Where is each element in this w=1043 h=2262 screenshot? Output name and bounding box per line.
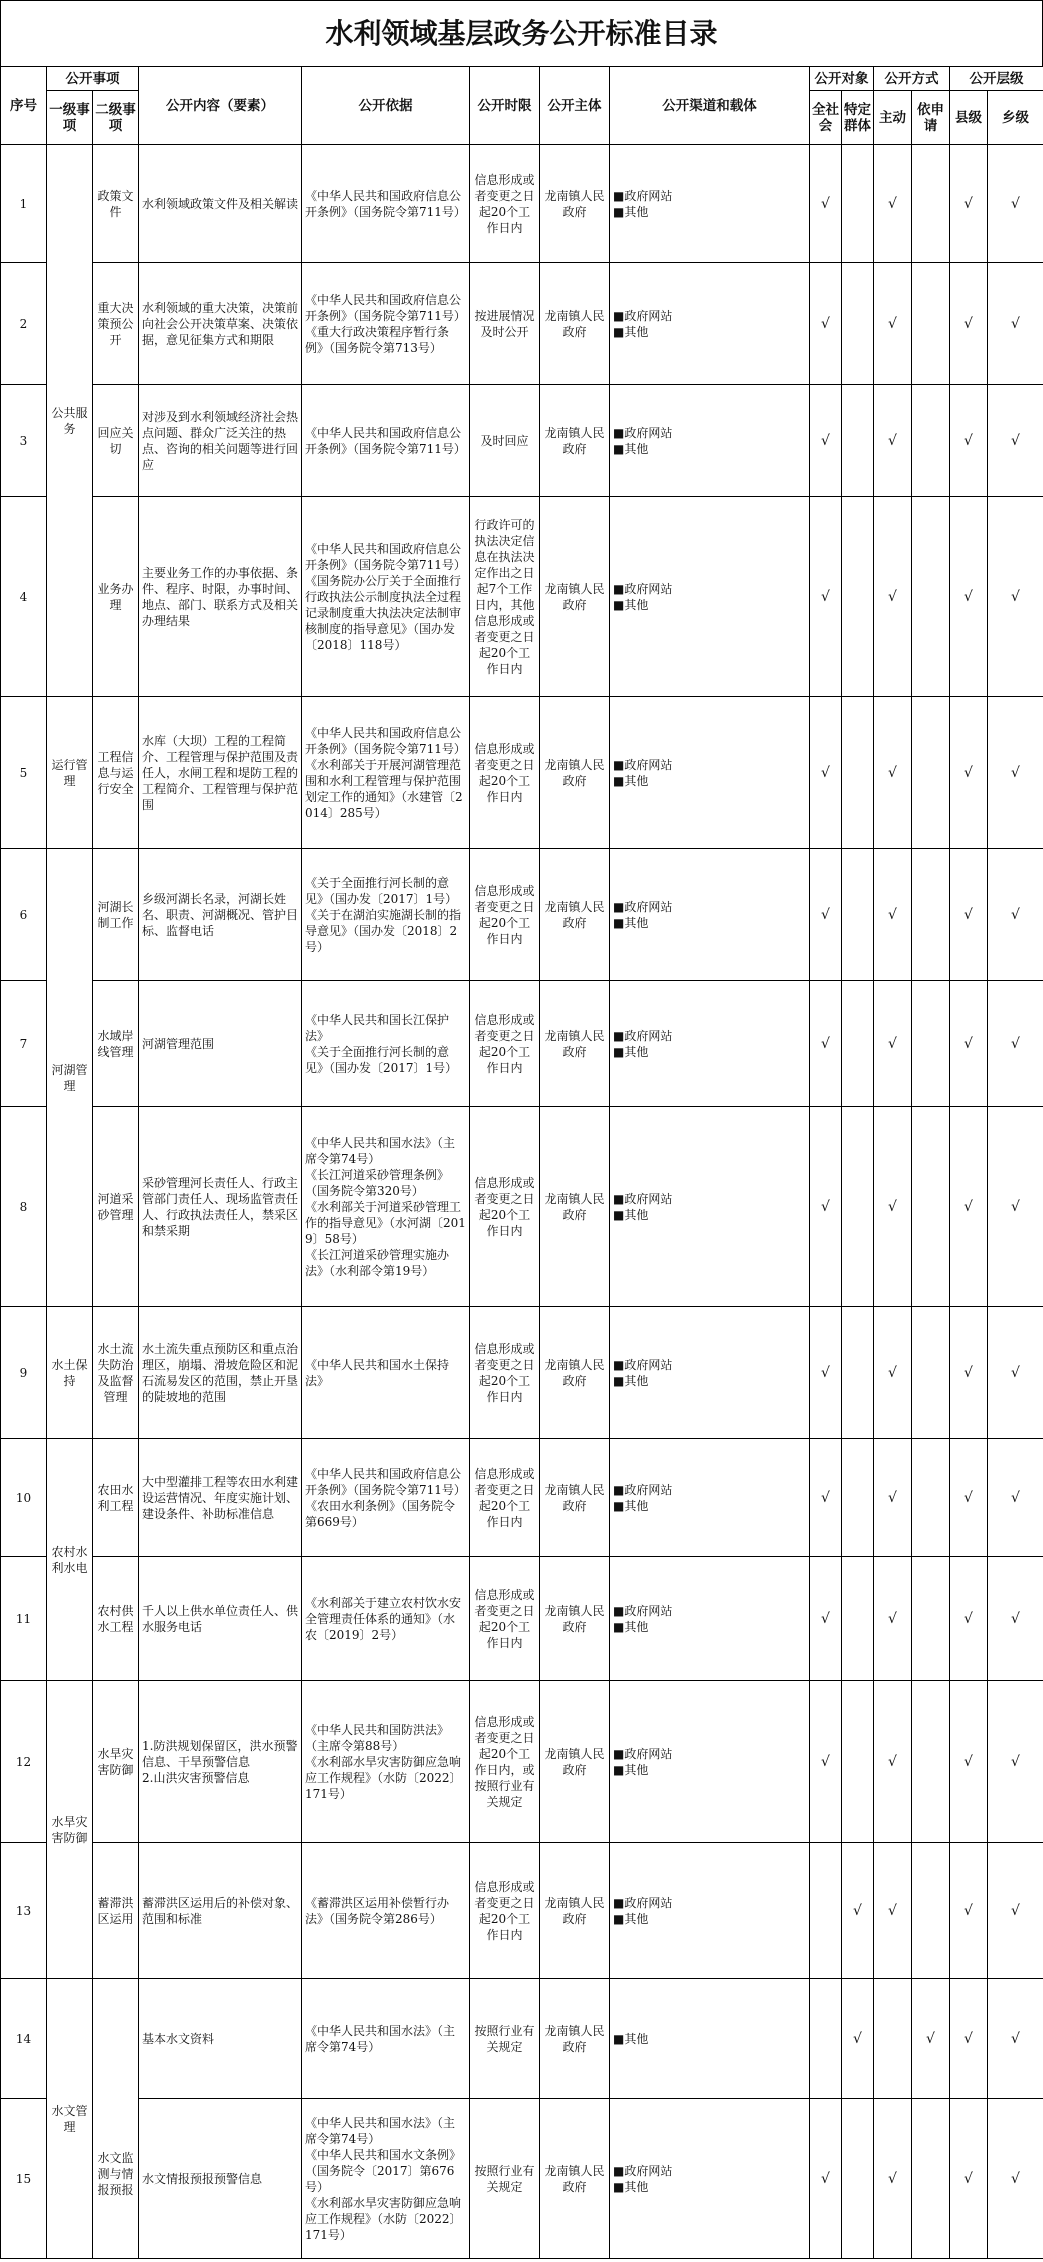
- content-cell: 采砂管理河长责任人、行政主管部门责任人、现场监管责任人、行政执法责任人，禁采区和禁采期: [139, 1107, 302, 1307]
- check-special: [842, 1107, 874, 1307]
- check-request: [912, 849, 950, 981]
- check-request: [912, 981, 950, 1107]
- page-title: 水利领域基层政务公开标准目录: [0, 0, 1043, 66]
- check-town: √: [988, 849, 1043, 981]
- check-all: √: [810, 1307, 842, 1439]
- check-request: [912, 697, 950, 849]
- subject-cell: 龙南镇人民政府: [540, 1557, 610, 1681]
- level1-item: 水文管理: [47, 1979, 93, 2259]
- row-number: 1: [1, 145, 47, 263]
- check-county: √: [950, 263, 988, 385]
- content-cell: 水利领域的重大决策，决策前向社会公开决策草案、决策依据，意见征集方式和期限: [139, 263, 302, 385]
- level2-item: 回应关切: [93, 385, 139, 497]
- channel-item: ■其他: [613, 1373, 649, 1388]
- level1-item: 河湖管理: [47, 849, 93, 1307]
- check-county: √: [950, 1439, 988, 1557]
- subject-cell: 龙南镇人民政府: [540, 1681, 610, 1843]
- check-all: √: [810, 263, 842, 385]
- level2-item: 工程信息与运行安全: [93, 697, 139, 849]
- channel-item: ■其他: [613, 773, 649, 788]
- channel-cell: [610, 1979, 810, 2099]
- time-cell: 信息形成或者变更之日起20个工作日内: [470, 849, 540, 981]
- row-number: 15: [1, 2099, 47, 2259]
- channel-cell: [610, 1557, 810, 1681]
- check-special: √: [842, 1843, 874, 1979]
- row-number: 10: [1, 1439, 47, 1557]
- check-town: √: [988, 263, 1043, 385]
- level2-item: 河湖长制工作: [93, 849, 139, 981]
- subject-cell: 龙南镇人民政府: [540, 1843, 610, 1979]
- table-row: [1, 1681, 1043, 1843]
- channel-item: ■其他: [613, 1044, 649, 1059]
- content-cell: 水库（大坝）工程的工程简介、工程管理与保护范围及责任人，水闸工程和堤防工程的工程简介、工程管理与保护范围: [139, 697, 302, 849]
- check-special: [842, 1557, 874, 1681]
- channel-item: ■其他: [613, 1498, 649, 1513]
- check-active: √: [874, 1307, 912, 1439]
- check-county: √: [950, 981, 988, 1107]
- check-all: √: [810, 1107, 842, 1307]
- row-number: 8: [1, 1107, 47, 1307]
- level2-item: 水土流失防治及监督管理: [93, 1307, 139, 1439]
- time-cell: 信息形成或者变更之日起20个工作日内: [470, 1557, 540, 1681]
- time-cell: 行政许可的执法决定信息在执法决定作出之日起7个工作日内，其他信息形成或者变更之日起20个工作日内: [470, 497, 540, 697]
- check-request: [912, 1843, 950, 1979]
- check-special: [842, 697, 874, 849]
- content-cell: 水利领域政策文件及相关解读: [139, 145, 302, 263]
- check-town: √: [988, 981, 1043, 1107]
- basis-cell: 《中华人民共和国政府信息公开条例》（国务院令第711号）: [302, 385, 470, 497]
- check-active: √: [874, 1107, 912, 1307]
- time-cell: 信息形成或者变更之日起20个工作日内: [470, 697, 540, 849]
- subject-cell: 龙南镇人民政府: [540, 1107, 610, 1307]
- check-special: [842, 263, 874, 385]
- check-all: √: [810, 1439, 842, 1557]
- level1-item: 农村水利水电: [47, 1439, 93, 1681]
- content-cell: 乡级河湖长名录，河湖长姓名、职责、河湖概况、管护目标、监督电话: [139, 849, 302, 981]
- channel-item: ■政府网站: [613, 1746, 673, 1761]
- level2-item: 重大决策预公开: [93, 263, 139, 385]
- level2-item: 政策文件: [93, 145, 139, 263]
- content-cell: 河湖管理范围: [139, 981, 302, 1107]
- time-cell: 信息形成或者变更之日起20个工作日内: [470, 1843, 540, 1979]
- subject-cell: 龙南镇人民政府: [540, 145, 610, 263]
- header-m-active: 主动: [874, 91, 912, 145]
- row-number: 12: [1, 1681, 47, 1843]
- channel-item: ■政府网站: [613, 899, 673, 914]
- check-town: √: [988, 145, 1043, 263]
- row-number: 9: [1, 1307, 47, 1439]
- row-number: 11: [1, 1557, 47, 1681]
- check-request: [912, 1557, 950, 1681]
- header-time: 公开时限: [470, 67, 540, 145]
- check-request: [912, 263, 950, 385]
- check-request: [912, 2099, 950, 2259]
- table-row: [1, 497, 1043, 697]
- channel-cell: [610, 497, 810, 697]
- table-row: [1, 1843, 1043, 1979]
- check-all: √: [810, 849, 842, 981]
- channel-item: ■其他: [613, 915, 649, 930]
- check-town: √: [988, 1557, 1043, 1681]
- check-all: √: [810, 1681, 842, 1843]
- level1-item: 水土保持: [47, 1307, 93, 1439]
- check-active: √: [874, 263, 912, 385]
- level1-item: 水旱灾害防御: [47, 1681, 93, 1979]
- check-town: √: [988, 1681, 1043, 1843]
- header-content: 公开内容（要素）: [139, 67, 302, 145]
- table-row: [1, 1107, 1043, 1307]
- check-county: √: [950, 1681, 988, 1843]
- header-method: 公开方式: [874, 67, 950, 91]
- check-all: [810, 1979, 842, 2099]
- channel-item: ■其他: [613, 1619, 649, 1634]
- check-town: √: [988, 697, 1043, 849]
- level2-item: 河道采砂管理: [93, 1107, 139, 1307]
- channel-item: ■其他: [613, 441, 649, 456]
- level1-item: 运行管理: [47, 697, 93, 849]
- channel-item: ■政府网站: [613, 1895, 673, 1910]
- basis-cell: 《中华人民共和国防洪法》（主席令第88号） 《水利部水旱灾害防御应急响应工作规程》（水防〔2022〕171号）: [302, 1681, 470, 1843]
- row-number: 5: [1, 697, 47, 849]
- check-county: √: [950, 145, 988, 263]
- channel-cell: [610, 1439, 810, 1557]
- basis-cell: 《中华人民共和国水法》（主席令第74号）: [302, 1979, 470, 2099]
- check-request: [912, 385, 950, 497]
- table-row: [1, 1557, 1043, 1681]
- check-county: √: [950, 385, 988, 497]
- check-town: √: [988, 2099, 1043, 2259]
- row-number: 7: [1, 981, 47, 1107]
- check-county: √: [950, 1307, 988, 1439]
- basis-cell: 《蓄滞洪区运用补偿暂行办法》（国务院令第286号）: [302, 1843, 470, 1979]
- time-cell: 按进展情况及时公开: [470, 263, 540, 385]
- channel-cell: [610, 1681, 810, 1843]
- level2-item: 水域岸线管理: [93, 981, 139, 1107]
- row-number: 4: [1, 497, 47, 697]
- channel-item: ■其他: [613, 2179, 649, 2194]
- check-county: √: [950, 849, 988, 981]
- channel-item: ■政府网站: [613, 1028, 673, 1043]
- channel-item: ■其他: [613, 1762, 649, 1777]
- check-special: √: [842, 1979, 874, 2099]
- basis-cell: 《中华人民共和国政府信息公开条例》（国务院令第711号） 《国务院办公厅关于全面推行行政执法公示制度执法全过程记录制度重大执法决定法制审核制度的指导意见》（国办发〔2018〕118号）: [302, 497, 470, 697]
- check-request: √: [912, 1979, 950, 2099]
- time-cell: 信息形成或者变更之日起20个工作日内: [470, 1107, 540, 1307]
- subject-cell: 龙南镇人民政府: [540, 2099, 610, 2259]
- check-active: √: [874, 385, 912, 497]
- header-seq: 序号: [1, 67, 47, 145]
- time-cell: 按照行业有关规定: [470, 2099, 540, 2259]
- check-active: √: [874, 1681, 912, 1843]
- check-town: √: [988, 1843, 1043, 1979]
- check-all: [810, 1843, 842, 1979]
- table-row: [1, 1979, 1043, 2099]
- check-active: √: [874, 1439, 912, 1557]
- channel-cell: [610, 1107, 810, 1307]
- channel-item: ■政府网站: [613, 2163, 673, 2178]
- channel-item: ■政府网站: [613, 425, 673, 440]
- check-town: √: [988, 1107, 1043, 1307]
- check-active: √: [874, 497, 912, 697]
- level2-item: 水旱灾害防御: [93, 1681, 139, 1843]
- header-lv-town: 乡级: [988, 91, 1043, 145]
- channel-item: ■政府网站: [613, 1603, 673, 1618]
- check-all: √: [810, 697, 842, 849]
- content-cell: 大中型灌排工程等农田水利建设运营情况、年度实施计划、建设条件、补助标准信息: [139, 1439, 302, 1557]
- check-special: [842, 145, 874, 263]
- content-cell: 主要业务工作的办事依据、条件、程序、时限，办事时间、地点、部门、联系方式及相关办理结果: [139, 497, 302, 697]
- level2-item: 水文监测与情报预报: [93, 1979, 139, 2259]
- channel-item: ■政府网站: [613, 757, 673, 772]
- check-county: √: [950, 1557, 988, 1681]
- basis-cell: 《中华人民共和国政府信息公开条例》（国务院令第711号） 《农田水利条例》（国务院令第669号）: [302, 1439, 470, 1557]
- basis-cell: 《中华人民共和国政府信息公开条例》（国务院令第711号） 《重大行政决策程序暂行条例》（国务院令第713号）: [302, 263, 470, 385]
- level2-item: 农田水利工程: [93, 1439, 139, 1557]
- channel-item: ■政府网站: [613, 1482, 673, 1497]
- channel-cell: [610, 2099, 810, 2259]
- check-county: √: [950, 1979, 988, 2099]
- check-request: [912, 1681, 950, 1843]
- channel-item: ■其他: [613, 324, 649, 339]
- check-active: √: [874, 1557, 912, 1681]
- check-active: √: [874, 145, 912, 263]
- channel-item: ■其他: [613, 1911, 649, 1926]
- subject-cell: 龙南镇人民政府: [540, 263, 610, 385]
- channel-cell: [610, 263, 810, 385]
- row-number: 6: [1, 849, 47, 981]
- table-row: [1, 263, 1043, 385]
- time-cell: 信息形成或者变更之日起20个工作日内: [470, 145, 540, 263]
- check-special: [842, 1681, 874, 1843]
- header-basis: 公开依据: [302, 67, 470, 145]
- time-cell: 信息形成或者变更之日起20个工作日内，或按照行业有关规定: [470, 1681, 540, 1843]
- basis-cell: 《中华人民共和国政府信息公开条例》（国务院令第711号）: [302, 145, 470, 263]
- basis-cell: 《中华人民共和国政府信息公开条例》（国务院令第711号） 《水利部关于开展河湖管理范围和水利工程管理与保护范围划定工作的通知》（水建管〔2014〕285号）: [302, 697, 470, 849]
- check-request: [912, 1307, 950, 1439]
- check-request: [912, 497, 950, 697]
- check-special: [842, 497, 874, 697]
- level1-item: 公共服务: [47, 145, 93, 697]
- table-row: [1, 697, 1043, 849]
- channel-item: ■政府网站: [613, 1357, 673, 1372]
- header-obj-all: 全社会: [810, 91, 842, 145]
- basis-cell: 《关于全面推行河长制的意见》（国办发〔2017〕1号） 《关于在湖泊实施湖长制的指导意见》（国办发〔2018〕2号）: [302, 849, 470, 981]
- check-active: √: [874, 1843, 912, 1979]
- subject-cell: 龙南镇人民政府: [540, 849, 610, 981]
- content-cell: 蓄滞洪区运用后的补偿对象、范围和标准: [139, 1843, 302, 1979]
- check-county: √: [950, 1843, 988, 1979]
- check-special: [842, 849, 874, 981]
- content-cell: 基本水文资料: [139, 1979, 302, 2099]
- check-county: √: [950, 2099, 988, 2259]
- channel-cell: [610, 1307, 810, 1439]
- channel-item: ■其他: [613, 1207, 649, 1222]
- time-cell: 按照行业有关规定: [470, 1979, 540, 2099]
- time-cell: 信息形成或者变更之日起20个工作日内: [470, 1307, 540, 1439]
- time-cell: 及时回应: [470, 385, 540, 497]
- header-obj-special: 特定群体: [842, 91, 874, 145]
- basis-cell: 《中华人民共和国水土保持法》: [302, 1307, 470, 1439]
- channel-item: ■其他: [613, 204, 649, 219]
- check-town: √: [988, 497, 1043, 697]
- header-m-request: 依申请: [912, 91, 950, 145]
- header-lv-county: 县级: [950, 91, 988, 145]
- check-all: √: [810, 145, 842, 263]
- check-all: √: [810, 981, 842, 1107]
- check-all: √: [810, 385, 842, 497]
- content-cell: 千人以上供水单位责任人、供水服务电话: [139, 1557, 302, 1681]
- header-object: 公开对象: [810, 67, 874, 91]
- check-town: √: [988, 385, 1043, 497]
- table-row: [1, 981, 1043, 1107]
- subject-cell: 龙南镇人民政府: [540, 981, 610, 1107]
- channel-cell: [610, 145, 810, 263]
- content-cell: 水土流失重点预防区和重点治理区，崩塌、滑坡危险区和泥石流易发区的范围，禁止开垦的陡坡地的范围: [139, 1307, 302, 1439]
- check-special: [842, 981, 874, 1107]
- table-row: [1, 145, 1043, 263]
- channel-item: ■政府网站: [613, 1191, 673, 1206]
- subject-cell: 龙南镇人民政府: [540, 697, 610, 849]
- table-row: [1, 385, 1043, 497]
- header-subject: 公开主体: [540, 67, 610, 145]
- table-row: [1, 849, 1043, 981]
- basis-cell: 《中华人民共和国水法》（主席令第74号） 《中华人民共和国水文条例》（国务院令〔2017〕第676号） 《水利部水旱灾害防御应急响应工作规程》（水防〔2022〕171号）: [302, 2099, 470, 2259]
- level2-item: 蓄滞洪区运用: [93, 1843, 139, 1979]
- channel-item: ■其他: [613, 597, 649, 612]
- subject-cell: 龙南镇人民政府: [540, 1307, 610, 1439]
- channel-cell: [610, 1843, 810, 1979]
- basis-cell: 《中华人民共和国长江保护法》 《关于全面推行河长制的意见》（国办发〔2017〕1号）: [302, 981, 470, 1107]
- check-town: √: [988, 1439, 1043, 1557]
- check-special: [842, 2099, 874, 2259]
- check-all: √: [810, 2099, 842, 2259]
- row-number: 14: [1, 1979, 47, 2099]
- basis-cell: 《中华人民共和国水法》（主席令第74号） 《长江河道采砂管理条例》（国务院令第320号） 《水利部关于河道采砂管理工作的指导意见》（水河湖〔2019〕58号） 《长江河道采砂管理实施办法》（水利部令第19号）: [302, 1107, 470, 1307]
- channel-item: ■其他: [613, 2031, 649, 2046]
- table-row: [1, 2099, 1043, 2259]
- check-active: [874, 1979, 912, 2099]
- check-active: √: [874, 849, 912, 981]
- header-level1: 一级事项: [47, 91, 93, 145]
- channel-item: ■政府网站: [613, 581, 673, 596]
- channel-cell: [610, 385, 810, 497]
- check-county: √: [950, 697, 988, 849]
- channel-item: ■政府网站: [613, 188, 673, 203]
- level2-item: 业务办理: [93, 497, 139, 697]
- header-level2: 二级事项: [93, 91, 139, 145]
- row-number: 13: [1, 1843, 47, 1979]
- check-active: √: [874, 697, 912, 849]
- check-town: √: [988, 1979, 1043, 2099]
- check-special: [842, 385, 874, 497]
- check-active: √: [874, 981, 912, 1107]
- subject-cell: 龙南镇人民政府: [540, 385, 610, 497]
- channel-cell: [610, 981, 810, 1107]
- check-all: √: [810, 1557, 842, 1681]
- time-cell: 信息形成或者变更之日起20个工作日内: [470, 1439, 540, 1557]
- header-channel: 公开渠道和载体: [610, 67, 810, 145]
- check-county: √: [950, 1107, 988, 1307]
- header-level: 公开层级: [950, 67, 1043, 91]
- check-request: [912, 1107, 950, 1307]
- level2-item: 农村供水工程: [93, 1557, 139, 1681]
- subject-cell: 龙南镇人民政府: [540, 1439, 610, 1557]
- catalog-table: [0, 66, 1043, 2259]
- content-cell: 水文情报预报预警信息: [139, 2099, 302, 2259]
- check-special: [842, 1439, 874, 1557]
- check-town: √: [988, 1307, 1043, 1439]
- table-row: [1, 1307, 1043, 1439]
- header-matter: 公开事项: [47, 67, 139, 91]
- channel-item: ■政府网站: [613, 308, 673, 323]
- content-cell: 对涉及到水利领域经济社会热点问题、群众广泛关注的热点、咨询的相关问题等进行回应: [139, 385, 302, 497]
- channel-cell: [610, 849, 810, 981]
- basis-cell: 《水利部关于建立农村饮水安全管理责任体系的通知》（水农〔2019〕2号）: [302, 1557, 470, 1681]
- subject-cell: 龙南镇人民政府: [540, 497, 610, 697]
- table-row: [1, 1439, 1043, 1557]
- content-cell: 1.防洪规划保留区，洪水预警信息、干旱预警信息 2.山洪灾害预警信息: [139, 1681, 302, 1843]
- time-cell: 信息形成或者变更之日起20个工作日内: [470, 981, 540, 1107]
- row-number: 3: [1, 385, 47, 497]
- check-request: [912, 145, 950, 263]
- check-county: √: [950, 497, 988, 697]
- check-all: √: [810, 497, 842, 697]
- channel-cell: [610, 697, 810, 849]
- row-number: 2: [1, 263, 47, 385]
- check-active: √: [874, 2099, 912, 2259]
- subject-cell: 龙南镇人民政府: [540, 1979, 610, 2099]
- check-special: [842, 1307, 874, 1439]
- check-request: [912, 1439, 950, 1557]
